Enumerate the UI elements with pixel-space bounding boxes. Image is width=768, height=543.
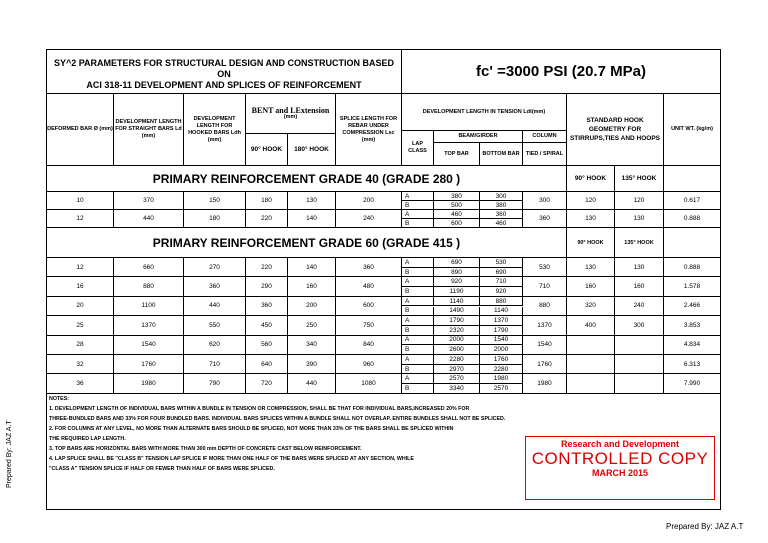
bottom-bar-class-a: 360 (480, 210, 523, 219)
lap-class-a: A (402, 355, 434, 365)
hooked-length-cell: 270 (184, 258, 246, 277)
hook-180-cell: 340 (288, 336, 336, 355)
hook-180-cell: 390 (288, 355, 336, 374)
unit-weight-cell: 4.834 (664, 336, 720, 355)
top-bar-class-a: 2570 (434, 374, 480, 384)
title-line-2: ACI 318-11 DEVELOPMENT AND SPLICES OF REINFORCEMENT (86, 80, 362, 90)
header-bent (246, 94, 336, 134)
splice-length-cell: 840 (336, 336, 402, 355)
top-bar-class-b: 1190 (434, 287, 480, 297)
hook-180-cell: 130 (288, 192, 336, 210)
hooked-length-cell: 620 (184, 336, 246, 355)
hook-90-cell: 640 (246, 355, 288, 374)
top-bar-class-a: 380 (434, 192, 480, 201)
splice-length-cell: 1080 (336, 374, 402, 393)
top-bar-class-a: 2000 (434, 336, 480, 346)
splice-length-cell: 240 (336, 210, 402, 228)
top-bar-class-a: 2280 (434, 355, 480, 365)
lap-class-b: B (402, 345, 434, 355)
std-hook-135-cell: 120 (615, 192, 664, 210)
std-hook-90-cell: 120 (567, 192, 615, 210)
note-line: "CLASS A" TENSION SPLICE IF HALF OR FEWER THAN HALF OF BARS WERE SPLICED. (49, 466, 275, 472)
hooked-length-cell: 550 (184, 316, 246, 335)
column-length-cell: 1760 (523, 355, 567, 374)
straight-length-cell: 1100 (114, 297, 184, 316)
unit-weight-cell: 6.313 (664, 355, 720, 374)
header-hooked: DEVELOPMENT LENGTH FOR HOOKED BARS Ldh (mm) (184, 94, 246, 166)
std-hook-135-cell: 130 (615, 258, 664, 277)
hook-90-cell: 450 (246, 316, 288, 335)
hook-180-cell: 200 (288, 297, 336, 316)
bottom-bar-class-b: 1790 (480, 326, 523, 336)
grade-60-90-hook: 90° HOOK (567, 228, 615, 258)
bottom-bar-class-b: 2570 (480, 384, 523, 394)
lap-class-b: B (402, 365, 434, 375)
bar-size-cell: 32 (47, 355, 114, 374)
straight-length-cell: 660 (114, 258, 184, 277)
column-length-cell: 710 (523, 277, 567, 296)
hooked-length-cell: 440 (184, 297, 246, 316)
header-splice: SPLICE LENGTH FOR REBAR UNDER COMPRESSION Lsc (mm) (336, 94, 402, 166)
unit-weight-cell: 7.990 (664, 374, 720, 393)
grade-40-135-hook: 135° HOOK (615, 166, 664, 192)
bar-size-cell: 20 (47, 297, 114, 316)
note-line: THE REQUIRED LAP LENGTH. (49, 436, 126, 442)
lap-class-a: A (402, 336, 434, 346)
lap-class-a: A (402, 297, 434, 307)
unit-weight-cell: 0.888 (664, 258, 720, 277)
header-tied: TIED / SPIRAL (523, 143, 567, 166)
header-beam: BEAM/GIRDER (434, 131, 523, 143)
bottom-bar-class-b: 2280 (480, 365, 523, 375)
bottom-bar-class-a: 710 (480, 277, 523, 287)
top-bar-class-a: 920 (434, 277, 480, 287)
parameter-sheet (46, 49, 721, 510)
top-bar-class-b: 2600 (434, 345, 480, 355)
hooked-length-cell: 710 (184, 355, 246, 374)
bottom-bar-class-a: 1760 (480, 355, 523, 365)
bar-size-cell: 25 (47, 316, 114, 335)
unit-weight-cell: 3.853 (664, 316, 720, 335)
header-straight: DEVELOPMENT LENGTH FOR STRAIGHT BARS Ld (mm) (114, 94, 184, 166)
hook-180-cell: 160 (288, 277, 336, 296)
lap-class-b: B (402, 384, 434, 394)
hook-90-cell: 290 (246, 277, 288, 296)
bottom-bar-class-b: 1140 (480, 307, 523, 317)
bent-unit: (mm) (283, 113, 298, 120)
bottom-bar-class-b: 2000 (480, 345, 523, 355)
bar-size-cell: 10 (47, 192, 114, 210)
grade-60-band: PRIMARY REINFORCEMENT GRADE 60 (GRADE 415 ) (47, 228, 567, 258)
bottom-bar-class-a: 1370 (480, 316, 523, 326)
std-hook-135-cell: 130 (615, 210, 664, 228)
top-bar-class-a: 690 (434, 258, 480, 268)
top-bar-class-a: 460 (434, 210, 480, 219)
bar-size-cell: 16 (47, 277, 114, 296)
grade-40-blank (664, 166, 720, 192)
top-bar-class-b: 500 (434, 201, 480, 210)
hook-90-cell: 220 (246, 258, 288, 277)
controlled-copy-stamp (525, 436, 715, 500)
top-bar-class-b: 2320 (434, 326, 480, 336)
lap-class-a: A (402, 316, 434, 326)
grade-40-90-hook: 90° HOOK (567, 166, 615, 192)
straight-length-cell: 1980 (114, 374, 184, 393)
note-line: 2. FOR COLUMNS AT ANY LEVEL, NO MORE THAN ALTERNATE BARS SHOULD BE SPLICED, NOT MORE THAN 33% OF THE BARS SHALL BE SPLICED WITHIN (49, 426, 454, 432)
std-hook-135-cell: 300 (615, 316, 664, 335)
bottom-bar-class-a: 300 (480, 192, 523, 201)
column-length-cell: 360 (523, 210, 567, 228)
hook-90-cell: 180 (246, 192, 288, 210)
straight-length-cell: 370 (114, 192, 184, 210)
unit-weight-cell: 0.617 (664, 192, 720, 210)
std-hook-135-cell: 160 (615, 277, 664, 296)
column-length-cell: 1980 (523, 374, 567, 393)
hook-90-cell: 560 (246, 336, 288, 355)
bar-size-cell: 36 (47, 374, 114, 393)
hook-90-cell: 220 (246, 210, 288, 228)
std-hook-135-cell (615, 355, 664, 374)
std-hook-90-cell: 160 (567, 277, 615, 296)
bottom-bar-class-b: 920 (480, 287, 523, 297)
top-bar-class-b: 2970 (434, 365, 480, 375)
straight-length-cell: 1760 (114, 355, 184, 374)
hook-180-cell: 140 (288, 258, 336, 277)
header-unit-weight: UNIT WT. (kg/m) (664, 94, 720, 166)
concrete-strength: fc' =3000 PSI (20.7 MPa) (402, 50, 720, 94)
note-line: 1. DEVELOPMENT LENGTH OF INDIVIDUAL BARS WITHIN A BUNDLE IN TENSION OR COMPRESSION, SHALL BE THAT FOR INDIVIDUAL BARS,INCREASED 20% FOR (49, 406, 470, 412)
hook-180-cell: 440 (288, 374, 336, 393)
bar-size-cell: 28 (47, 336, 114, 355)
lap-class-b: B (402, 201, 434, 210)
std-hook-90-cell: 320 (567, 297, 615, 316)
header-column: COLUMN (523, 131, 567, 143)
std-hook-90-cell (567, 336, 615, 355)
hooked-length-cell: 150 (184, 192, 246, 210)
header-lap-class: LAP CLASS (402, 131, 434, 166)
lap-class-b: B (402, 287, 434, 297)
unit-weight-cell: 1.578 (664, 277, 720, 296)
top-bar-class-b: 600 (434, 219, 480, 228)
splice-length-cell: 480 (336, 277, 402, 296)
note-line: THREE-BUNDLED BARS AND 33% FOR FOUR BUNDLED BARS. INDIVIDUAL BARS SPLICES WITHIN A BUNDLE SHALL NOT OVERLAP. ENTIRE BUNDLES SHALL NOT BE SPLICED. (49, 416, 506, 422)
lap-class-b: B (402, 268, 434, 278)
lap-class-b: B (402, 219, 434, 228)
header-top-bar: TOP BAR (434, 143, 480, 166)
stamp-title: CONTROLLED COPY (531, 449, 709, 468)
straight-length-cell: 880 (114, 277, 184, 296)
std-hook-90-cell: 130 (567, 210, 615, 228)
hooked-length-cell: 180 (184, 210, 246, 228)
top-bar-class-a: 1140 (434, 297, 480, 307)
bottom-bar-class-b: 460 (480, 219, 523, 228)
splice-length-cell: 960 (336, 355, 402, 374)
column-length-cell: 1540 (523, 336, 567, 355)
lap-class-a: A (402, 374, 434, 384)
std-hook-90-cell: 400 (567, 316, 615, 335)
straight-length-cell: 440 (114, 210, 184, 228)
column-length-cell: 530 (523, 258, 567, 277)
header-tension: DEVELOPMENT LENGTH IN TENSION Ldt(mm) (402, 94, 567, 131)
top-bar-class-b: 890 (434, 268, 480, 278)
header-90-hook: 90° HOOK (246, 134, 288, 166)
header-bar: DEFORMED BAR Ø (mm) (47, 94, 114, 166)
stamp-date: MARCH 2015 (591, 468, 649, 478)
hook-90-cell: 360 (246, 297, 288, 316)
straight-length-cell: 1370 (114, 316, 184, 335)
hook-90-cell: 720 (246, 374, 288, 393)
bottom-bar-class-a: 880 (480, 297, 523, 307)
column-length-cell: 880 (523, 297, 567, 316)
sheet-title (47, 50, 402, 94)
column-length-cell: 1370 (523, 316, 567, 335)
side-prepared-by: Prepared By: JAZ A.T (6, 420, 13, 488)
bottom-bar-class-a: 530 (480, 258, 523, 268)
lap-class-a: A (402, 277, 434, 287)
bent-label: BENT and LExtension (251, 105, 330, 115)
std-hook-135-cell: 240 (615, 297, 664, 316)
hooked-length-cell: 360 (184, 277, 246, 296)
std-hook-90-cell (567, 355, 615, 374)
hooked-length-cell: 790 (184, 374, 246, 393)
splice-length-cell: 750 (336, 316, 402, 335)
lap-class-b: B (402, 307, 434, 317)
column-length-cell: 300 (523, 192, 567, 210)
top-bar-class-a: 1790 (434, 316, 480, 326)
stamp-department: Research and Development (560, 439, 680, 449)
grade-60-blank (664, 228, 720, 258)
header-180-hook: 180° HOOK (288, 134, 336, 166)
hook-180-cell: 140 (288, 210, 336, 228)
std-hook-135-cell (615, 336, 664, 355)
hook-180-cell: 250 (288, 316, 336, 335)
bottom-bar-class-b: 690 (480, 268, 523, 278)
bar-size-cell: 12 (47, 210, 114, 228)
title-line-1: SY^2 PARAMETERS FOR STRUCTURAL DESIGN AND CONSTRUCTION BASED ON (53, 58, 395, 79)
std-hook-90-cell (567, 374, 615, 393)
note-line: 3. TOP BARS ARE HORIZONTAL BARS WITH MORE THAN 300 mm DEPTH OF CONCRETE CAST BELOW REINFORCEMENT. (49, 446, 362, 452)
grade-40-band: PRIMARY REINFORCEMENT GRADE 40 (GRADE 280 ) (47, 166, 567, 192)
splice-length-cell: 360 (336, 258, 402, 277)
unit-weight-cell: 0.888 (664, 210, 720, 228)
grade-60-135-hook: 135° HOOK (615, 228, 664, 258)
lap-class-a: A (402, 258, 434, 268)
splice-length-cell: 200 (336, 192, 402, 210)
splice-length-cell: 600 (336, 297, 402, 316)
header-standard-hook: STANDARD HOOK GEOMETRY FOR STIRRUPS,TIES AND HOOPS (567, 94, 664, 166)
straight-length-cell: 1540 (114, 336, 184, 355)
unit-weight-cell: 2.466 (664, 297, 720, 316)
note-line: NOTES: (49, 396, 70, 402)
lap-class-a: A (402, 210, 434, 219)
bottom-bar-class-b: 380 (480, 201, 523, 210)
bottom-bar-class-a: 1540 (480, 336, 523, 346)
note-line: 4. LAP SPLICE SHALL BE "CLASS B" TENSION LAP SPLICE IF MORE THAN ONE HALF OF THE BARS WERE SPLICED AT ANY SECTION, WHILE (49, 456, 414, 462)
footer-prepared-by: Prepared By: JAZ A.T (666, 522, 744, 531)
std-hook-90-cell: 130 (567, 258, 615, 277)
lap-class-b: B (402, 326, 434, 336)
top-bar-class-b: 1490 (434, 307, 480, 317)
bottom-bar-class-a: 1980 (480, 374, 523, 384)
std-hook-135-cell (615, 374, 664, 393)
bar-size-cell: 12 (47, 258, 114, 277)
top-bar-class-b: 3340 (434, 384, 480, 394)
header-bottom-bar: BOTTOM BAR (480, 143, 523, 166)
lap-class-a: A (402, 192, 434, 201)
